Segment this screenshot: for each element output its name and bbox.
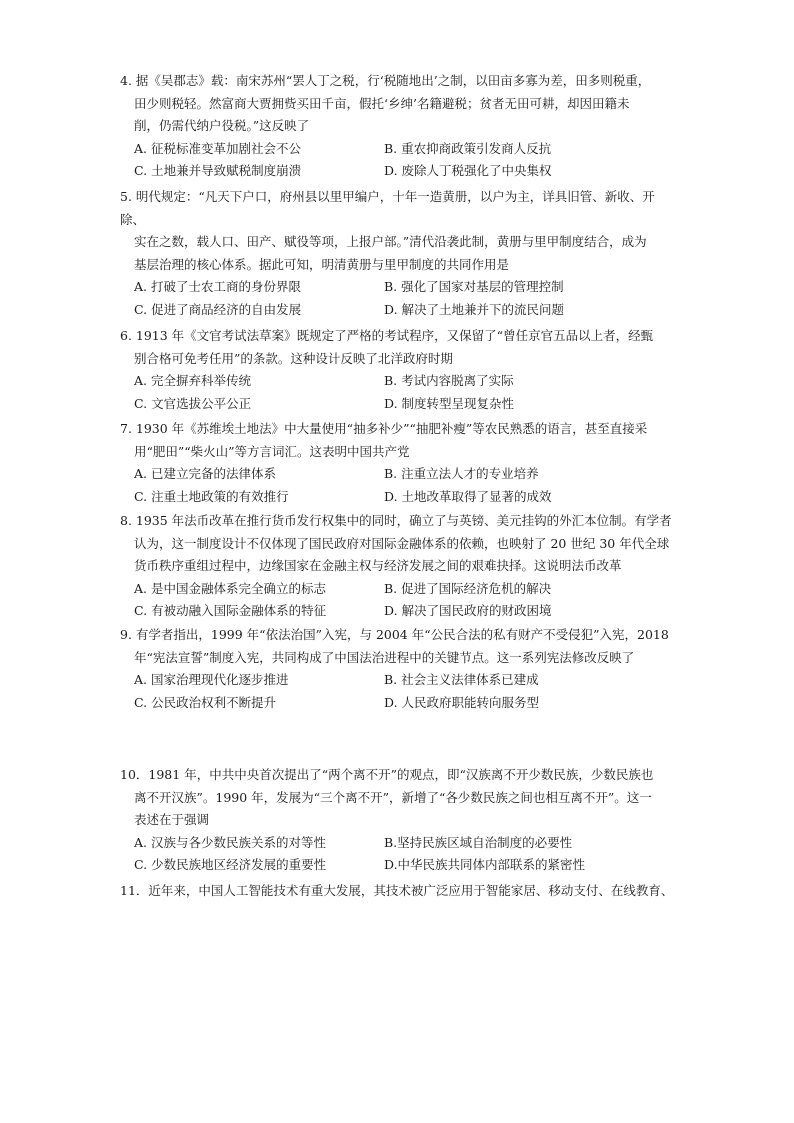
question-stem-line: 田少则税轻。然富商大贾拥赀买田千亩，假托‘乡绅’名籍避税；贫者无田可耕，却因田籍未 [134,95,630,111]
option-a[interactable]: A. 国家治理现代化逐步推进 [134,672,289,687]
option-d[interactable]: D.中华民族共同体内部联系的紧密性 [384,857,586,872]
option-c[interactable]: C. 文官选拔公平公正 [134,395,252,411]
option-c[interactable]: C. 有被动融入国际金融体系的特征 [134,603,327,618]
option-d[interactable]: D. 解决了国民政府的财政困境 [384,603,552,618]
option-b[interactable]: B.坚持民族区域自治制度的必要性 [384,834,573,850]
options-row [120,669,680,692]
question-stem-line: 用“肥田”“柴火山”等方言词汇。这表明中国共产党 [134,443,410,459]
options-row [120,276,680,299]
option-d[interactable]: D. 土地改革取得了显著的成效 [384,488,552,504]
options-row [120,138,680,161]
option-b[interactable]: B. 考试内容脱离了实际 [384,373,514,388]
option-d[interactable]: D. 解决了土地兼并下的流民问题 [384,301,565,317]
question-stem-line: 除、 [120,211,146,227]
option-c[interactable]: C. 土地兼并导致赋税制度崩溃 [134,163,302,178]
option-b[interactable]: B. 重农抑商政策引发商人反抗 [384,140,552,156]
question-stem-line: 认为，这一制度设计不仅体现了国民政府对国际金融体系的依赖，也映射了 20 世纪 30 年代全球 [134,535,670,551]
question-stem-line: 表述在于强调 [134,812,210,827]
option-d[interactable]: D. 废除人丁税强化了中央集权 [384,163,552,178]
option-c[interactable]: C. 促进了商品经济的自由发展 [134,301,302,317]
question-stem-line: 削，仍需代纳户役税。”这反映了 [134,118,310,133]
options-row [120,854,680,877]
option-d[interactable]: D. 人民政府职能转向服务型 [384,694,540,710]
options-row [120,160,680,183]
question-stem-line: 年“宪法宣誓”制度入宪，共同构成了中国法治进程中的关键节点。这一系列宪法修改反映了 [134,649,635,665]
question-stem-line: 货币秩序重组过程中，边缘国家在金融主权与经济发展之间的艰难抉择。这说明法币改革 [134,558,622,573]
option-b[interactable]: B. 强化了国家对基层的管理控制 [384,279,564,294]
question-stem-line: 4. 据《吴郡志》载：南宋苏州“罢人丁之税，行‘税随地出’之制，以田亩多寡为差，田多则税重， [120,73,651,88]
option-a[interactable]: A. 汉族与各少数民族关系的对等性 [134,834,326,850]
question-stem-line: 10．1981 年，中共中央首次提出了“两个离不开”的观点，即“汉族离不开少数民族，少数民族也 [120,767,654,782]
options-row [120,393,680,416]
options-row [120,299,680,322]
option-a[interactable]: A. 是中国金融体系完全确立的标志 [134,580,326,596]
question-stem-line: 5. 明代规定：“凡天下户口，府州县以里甲编户，十年一造黄册，以户为主，详具旧管、新收、开 [120,189,655,204]
question-6 [120,325,680,415]
question-10 [120,764,680,877]
question-5 [120,186,680,321]
options-row [120,463,680,486]
options-row [120,600,680,623]
question-stem-line: 别合格可免考任用”的条款。这种设计反映了北洋政府时期 [134,350,453,366]
option-b[interactable]: B. 促进了国际经济危机的解决 [384,580,552,596]
option-a[interactable]: A. 打破了士农工商的身份界限 [134,279,301,294]
question-stem-line: 8. 1935 年法币改革在推行货币发行权集中的同时，确立了与英镑、美元挂钩的外汇本位制。有学者 [120,513,672,528]
question-stem-line: 基层治理的核心体系。据此可知，明清黄册与里甲制度的共同作用是 [134,256,510,272]
option-a[interactable]: A. 完全摒弃科举传统 [134,373,251,388]
question-4 [120,70,680,183]
question-stem-line: 7. 1930 年《苏维埃土地法》中大量使用“抽多补少”“抽肥补瘦”等农民熟悉的语言，甚至直接采 [120,421,648,436]
question-11 [120,880,680,903]
option-b[interactable]: B. 社会主义法律体系已建成 [384,672,539,687]
options-row [120,370,680,393]
question-stem-line: 6. 1913 年《文官考试法草案》既规定了严格的考试程序，又保留了“曾任京官五品以上者，经甄 [120,328,654,343]
option-a[interactable]: A. 征税标准变革加剧社会不公 [134,140,301,156]
options-row [120,578,680,601]
options-row [120,692,680,715]
option-b[interactable]: B. 注重立法人才的专业培养 [384,466,539,481]
question-9 [120,624,680,714]
option-d[interactable]: D. 制度转型呈现复杂性 [384,395,515,411]
option-a[interactable]: A. 已建立完备的法律体系 [134,466,276,481]
question-stem-line: 11．近年来，中国人工智能技术有重大发展，其技术被广泛应用于智能家居、移动支付、在线教育、 [120,883,674,898]
question-8 [120,510,680,623]
question-stem-line: 实在之数，载人口、田产、赋役等项，上报户部。”清代沿袭此制，黄册与里甲制度结合，成为 [134,234,647,249]
option-c[interactable]: C. 注重土地政策的有效推行 [134,488,289,504]
options-row [120,486,680,509]
option-c[interactable]: C. 少数民族地区经济发展的重要性 [134,857,327,872]
options-row [120,832,680,855]
option-c[interactable]: C. 公民政治权利不断提升 [134,694,277,710]
question-7 [120,418,680,508]
question-stem-line: 离不开汉族”。1990 年，发展为“三个离不开”，新增了“各少数民族之间也相互离不开”。这一 [134,789,652,805]
question-stem-line: 9. 有学者指出，1999 年“依法治国”入宪，与 2004 年“公民合法的私有财产不受侵犯”入宪，2018 [120,627,669,642]
